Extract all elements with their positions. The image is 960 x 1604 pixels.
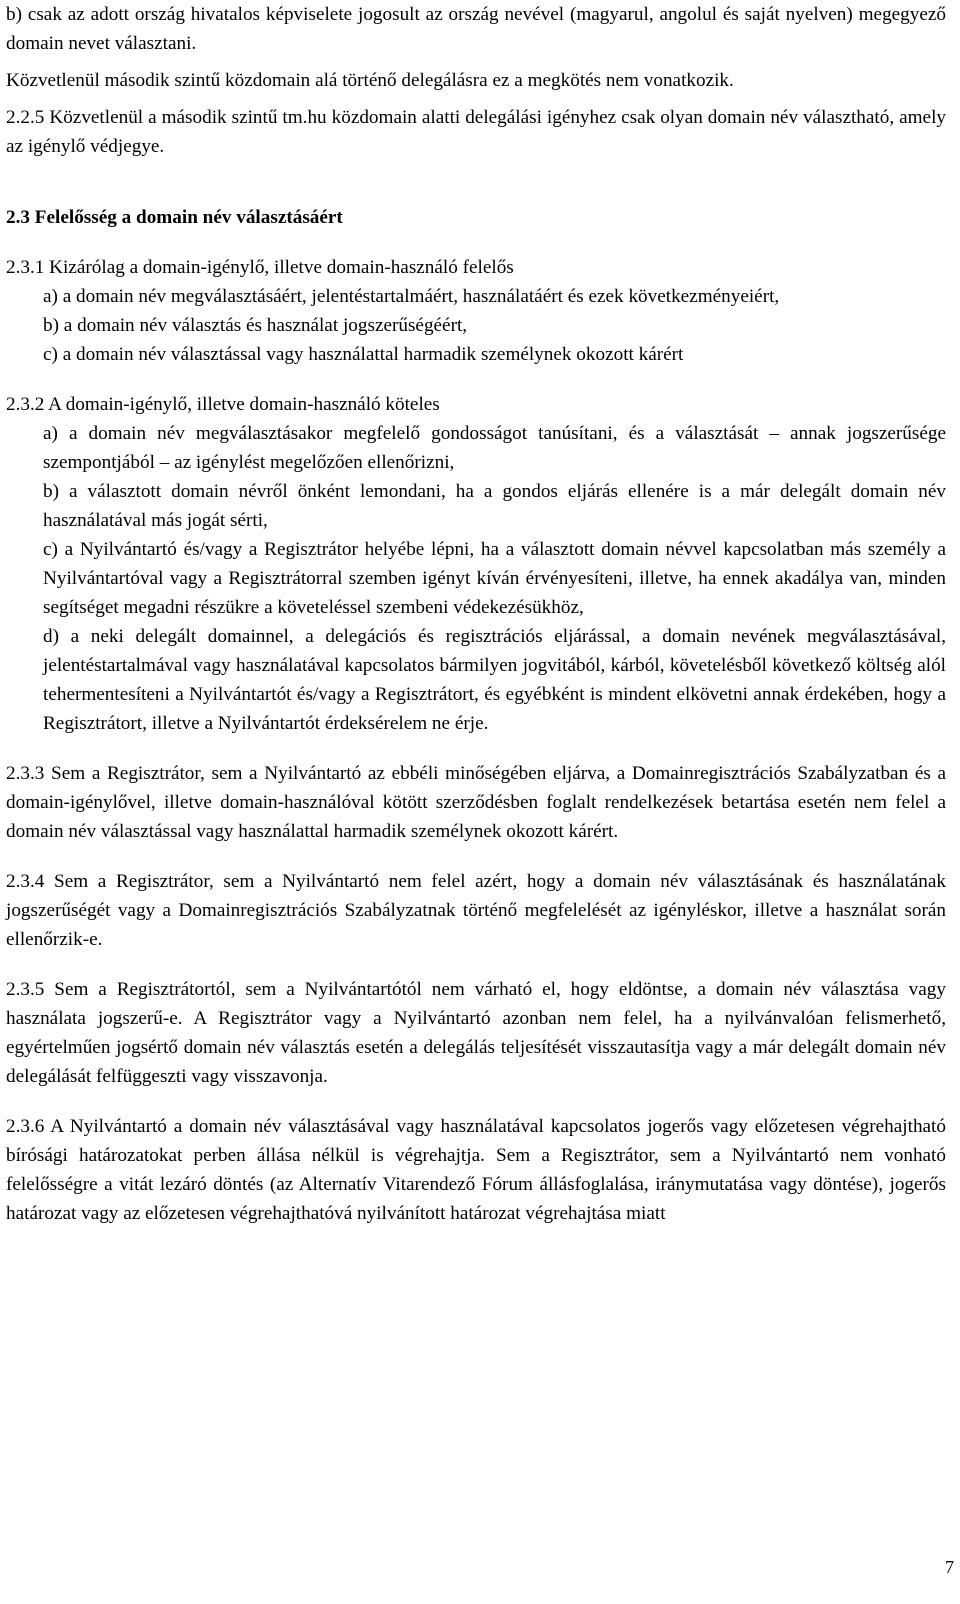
paragraph-direct-delegation: Közvetlenül második szintű közdomain alá történő delegálásra ez a megkötés nem vonatkozik. <box>6 70 734 91</box>
document-page <box>6 0 946 1228</box>
paragraph-2-3-4: 2.3.4 Sem a Regisztrátor, sem a Nyilvántartó nem felel azért, hogy a domain név választásának és használatának jogszerűségét vagy a Domainregisztrációs Szabályzatnak történő megfelelését az igényléskor, illetve a használat során ellenőrzik-e. <box>6 871 946 950</box>
paragraph-2-3-2-a: a) a domain név megválasztásakor megfelelő gondosságot tanúsítani, és a választását – annak jogszerűsége szempontjából – az igénylést megelőzően ellenőrizni, <box>43 423 946 473</box>
paragraph-2-3-1: 2.3.1 Kizárólag a domain-igénylő, illetve domain-használó felelős <box>6 257 514 278</box>
paragraph-2-3-2-b: b) a választott domain névről önként lemondani, ha a gondos eljárás ellenére is a már delegált domain név használatával más jogát sérti, <box>43 481 946 531</box>
paragraph-2-3-3: 2.3.3 Sem a Regisztrátor, sem a Nyilvántartó az ebbéli minőségében eljárva, a Domainregisztrációs Szabályzatban és a domain-igénylővel, illetve domain-használóval kötött szerződésben foglalt rendelkezések betartása esetén nem felel a domain név választással vagy használattal harmadik személynek okozott kárért. <box>6 763 946 842</box>
paragraph-2-3-1-b: b) a domain név választás és használat jogszerűségéért, <box>43 315 468 336</box>
paragraph-2-3-6: 2.3.6 A Nyilvántartó a domain név választásával vagy használatával kapcsolatos jogerős vagy előzetesen végrehajtható bírósági határozatokat perben állása nélkül is végrehajtja. Sem a Regisztrátor, sem a Nyilvántartó nem vonható felelősségre a vitát lezáró döntés (az Alternatív Vitarendező Fórum állásfoglalása, iránymutatása vagy döntése), jogerős határozat vagy az előzetesen végrehajthatóvá nyilvánított határozat végrehajtása miatt <box>6 1116 946 1224</box>
paragraph-2-2-5: 2.2.5 Közvetlenül a második szintű tm.hu közdomain alatti delegálási igényhez csak olyan domain név választható, amely az igénylő védjegye. <box>6 107 946 157</box>
paragraph-2-3-5: 2.3.5 Sem a Regisztrátortól, sem a Nyilvántartótól nem várható el, hogy eldöntse, a domain név választása vagy használata jogszerű-e. A Regisztrátor vagy a Nyilvántartó azonban nem felel, ha a nyilvánvalóan felismerhető, egyértelműen jogsértő domain név választás esetén a delegálás teljesítését visszautasítja vagy a már delegált domain név delegálását felfüggeszti vagy visszavonja. <box>6 979 946 1087</box>
page-number: 7 <box>945 1557 954 1577</box>
paragraph-2-3-1-c: c) a domain név választással vagy használattal harmadik személynek okozott kárért <box>43 344 684 365</box>
paragraph-2-3-2-c: c) a Nyilvántartó és/vagy a Regisztrátor helyébe lépni, ha a választott domain névvel kapcsolatban más személy a Nyilvántartóval vagy a Regisztrátorral szemben igényt kíván érvényesíteni, illetve, ha ennek akadálya van, minden segítséget megadni részükre a követeléssel szembeni védekezésükhöz, <box>43 539 946 618</box>
paragraph-2-3-1-a: a) a domain név megválasztásáért, jelentéstartalmáért, használatáért és ezek következményeiért, <box>43 286 780 307</box>
paragraph-2-3-2-d: d) a neki delegált domainnel, a delegációs és regisztrációs eljárással, a domain nevének megválasztásával, jelentéstartalmával vagy használatával kapcsolatos bármilyen jogvitából, kárból, követelésből következő költség alól tehermentesíteni a Nyilvántartót és/vagy a Regisztrátort, és egyébként is mindent elkövetni annak érdekében, hogy a Regisztrátort, illetve a Nyilvántartót érdeksérelem ne érje. <box>43 626 946 734</box>
paragraph-b: b) csak az adott ország hivatalos képviselete jogosult az ország nevével (magyarul, angolul és saját nyelven) megegyező domain nevet választani. <box>6 4 946 54</box>
paragraph-2-3-2: 2.3.2 A domain-igénylő, illetve domain-használó köteles <box>6 394 440 415</box>
section-heading-2-3: 2.3 Felelősség a domain név választásáért <box>6 207 343 228</box>
